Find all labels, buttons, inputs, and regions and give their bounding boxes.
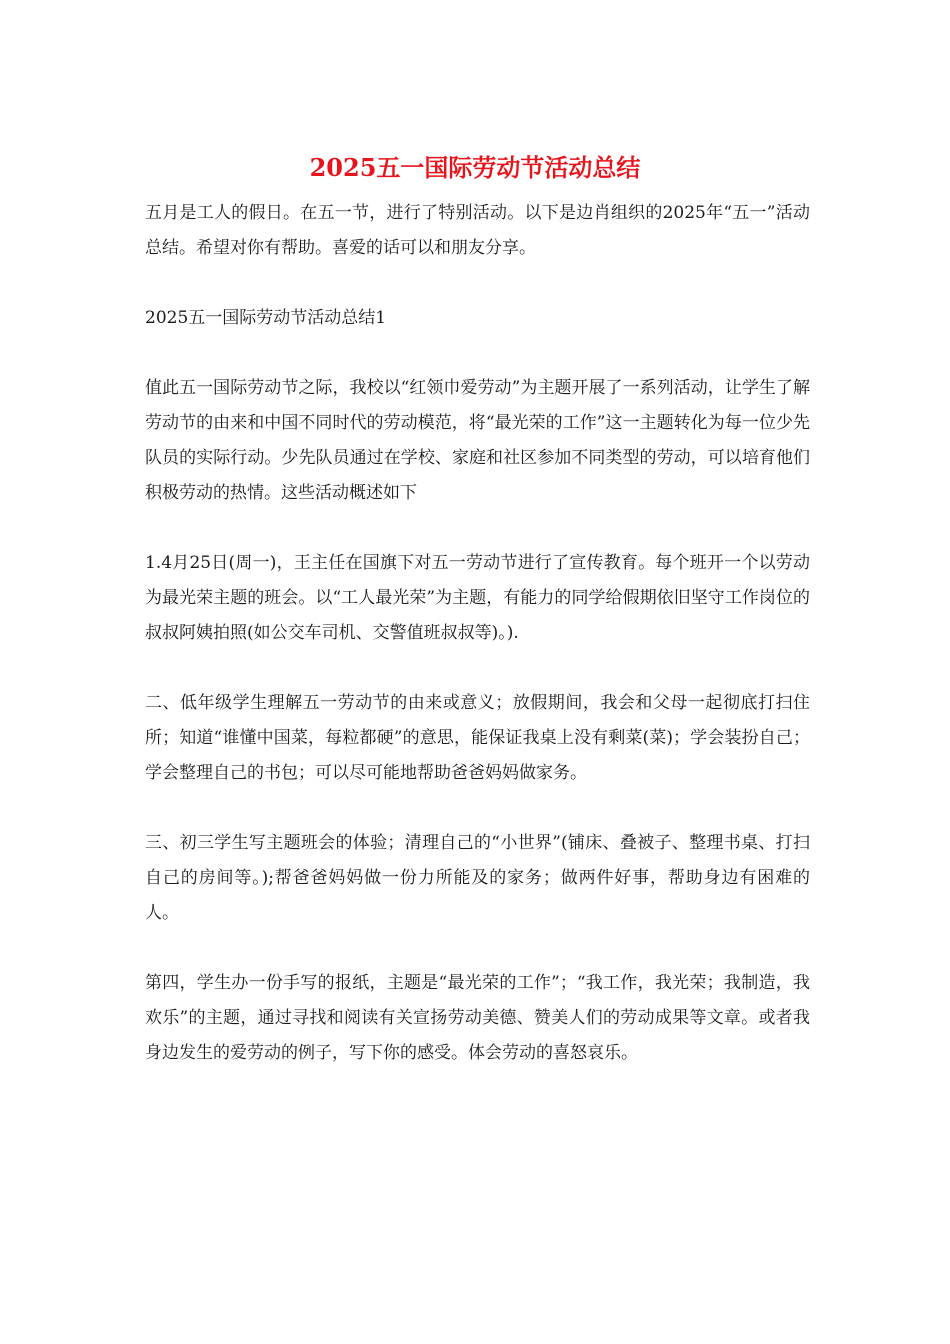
- intro-paragraph: 五月是工人的假日。在五一节，进行了特别活动。以下是边肖组织的2025年“五一”活动总结。希望对你有帮助。喜爱的话可以和朋友分享。: [145, 203, 810, 258]
- section-heading: 2025五一国际劳动节活动总结1: [145, 308, 387, 328]
- body-paragraph-3: 二、低年级学生理解五一劳动节的由来或意义；放假期间，我会和父母一起彻底打扫住所；知道“谁懂中国菜，每粒都硬”的意思，能保证我桌上没有剩菜(菜)；学会装扮自己；学会整理自己的书包；可以尽可能地帮助爸爸妈妈做家务。: [145, 693, 810, 783]
- document-title: 2025五一国际劳动节活动总结: [309, 153, 641, 182]
- body-paragraph-5: 第四，学生办一份手写的报纸，主题是“最光荣的工作”；“我工作，我光荣；我制造，我欢乐”的主题，通过寻找和阅读有关宣扬劳动美德、赞美人们的劳动成果等文章。或者我身边发生的爱劳动的例子，写下你的感受。体会劳动的喜怒哀乐。: [145, 973, 810, 1063]
- body-paragraph-2: 1.4月25日(周一)，王主任在国旗下对五一劳动节进行了宣传教育。每个班开一个以劳动为最光荣主题的班会。以“工人最光荣”为主题，有能力的同学给假期依旧坚守工作岗位的叔叔阿姨拍照(如公交车司机、交警值班叔叔等)。).: [145, 553, 810, 643]
- paragraph-spacer: [145, 266, 810, 301]
- body-paragraph-4: 三、初三学生写主题班会的体验；清理自己的“小世界”(铺床、叠被子、整理书桌、打扫自己的房间等。);帮爸爸妈妈做一份力所能及的家务；做两件好事，帮助身边有困难的人。: [145, 833, 810, 923]
- paragraph-spacer: [145, 336, 810, 371]
- document-body: [145, 196, 810, 1071]
- paragraph-spacer: [145, 511, 810, 546]
- body-paragraph-1: 值此五一国际劳动节之际，我校以“红领巾爱劳动”为主题开展了一系列活动，让学生了解劳动节的由来和中国不同时代的劳动模范，将“最光荣的工作”这一主题转化为每一位少先队员的实际行动。少先队员通过在学校、家庭和社区参加不同类型的劳动，可以培育他们积极劳动的热情。这些活动概述如下: [145, 378, 810, 503]
- paragraph-spacer: [145, 651, 810, 686]
- paragraph-spacer: [145, 931, 810, 966]
- paragraph-spacer: [145, 791, 810, 826]
